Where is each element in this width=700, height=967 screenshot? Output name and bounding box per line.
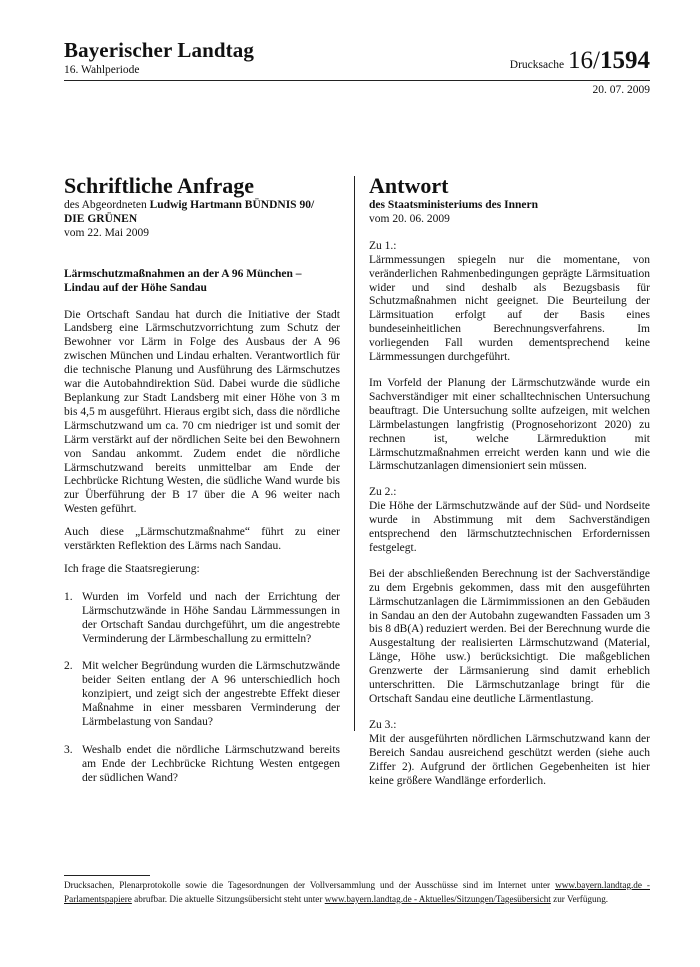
answer-ministry: des Staatsministeriums des Innern [369, 199, 539, 211]
answer-column [369, 174, 650, 800]
inquiry-party: DIE GRÜNEN [64, 212, 138, 225]
footer-text: Drucksachen, Plenarprotokolle sowie die Tagesordnungen der Vollversammlung und der Ausschüsse sind im Internet unter [64, 880, 556, 890]
drucksache-label: Drucksache [509, 59, 565, 71]
footer-rule [64, 875, 150, 876]
number-main: 1594 [600, 47, 650, 74]
question-item [64, 744, 340, 786]
answer-meta [369, 199, 650, 227]
column-divider [354, 176, 355, 731]
answer-section-label: Zu 3.: [369, 718, 397, 731]
answer-section-label: Zu 2.: [369, 486, 397, 499]
footer-text: zur Verfügung. [550, 893, 609, 904]
organization-name: Bayerischer Landtag [64, 38, 254, 62]
inquiry-date: vom 22. Mai 2009 [64, 226, 149, 239]
question-number: 3. [64, 744, 73, 756]
inquiry-by-prefix: des Abgeordneten [64, 199, 147, 211]
answer-date: vom 20. 06. 2009 [369, 212, 450, 225]
inquiry-paragraph: Auch diese „Lärmschutzmaßnahme“ führt zu einer verstärkten Reflektion des Lärms nach Sandau. [64, 526, 340, 553]
number-prefix: 16/ [568, 47, 600, 74]
inquiry-author: Ludwig Hartmann BÜNDNIS 90/ [149, 199, 315, 211]
answer-paragraph: Im Vorfeld der Planung der Lärmschutzwände wurde ein Sachverständiger mit einer schalltechnischen Untersuchung beauftragt. Die Untersuchung sollte aufzeigen, mit welchen Lärmbelastungen langfristig (Prognosehorizont 2020) zu rechnen ist, welche Lärmreduktion mit Lärmschutzmaßnahmen erreicht werden kann und wie die Lärmschutzanlagen dimensioniert sein müssen. [369, 376, 650, 473]
answer-paragraph: Mit der ausgeführten nördlichen Lärmschutzwand kann der Bereich Sandau ausreichend geschützt werden (siehe auch Ziffer 2). Aufgrund der örtlichen Gegebenheiten ist hier keine größere Wandlänge erforderlich. [369, 732, 650, 787]
footer-text: abrufbar. Die aktuelle Sitzungsübersicht steht unter [131, 893, 325, 904]
answer-paragraph: Die Höhe der Lärmschutzwände auf der Süd- und Nordseite wurde in Abstimmung mit dem Sachverständigen entsprechend den lärmschutztechnischen Erfordernissen festgelegt. [369, 500, 650, 554]
inquiry-paragraph: Ich frage die Staatsregierung: [64, 562, 200, 575]
question-number: 1. [64, 590, 73, 603]
answer-section-label: Zu 1.: [369, 239, 397, 252]
answer-heading: Antwort [369, 173, 449, 198]
inquiry-column [64, 174, 340, 795]
legislative-period: 16. Wahlperiode [64, 64, 140, 76]
question-item [64, 591, 340, 647]
inquiry-meta [64, 199, 340, 241]
header-rule [64, 80, 650, 81]
footer-link-daily-overview[interactable]: www.bayern.landtag.de - Aktuelles/Sitzungen/Tagesübersicht [324, 893, 551, 904]
inquiry-title: Lärmschutzmaßnahmen an der A 96 München – Lindau auf der Höhe Sandau [64, 267, 302, 294]
answer-paragraph: Lärmmessungen spiegeln nur die momentane, von veränderlichen Rahmenbedingungen geprägte Lärmsituation wider und sind deshalb als Bezugsbasis für Schutzmaßnahmen nicht geeignet. Die Beurteilung der Lärmsituation erfolgt auf der Basis eines bundeseinheitlichen Berechnungsverfahrens. Im vorliegenden Fall wurden dementsprechend keine Lärmmessungen durchgeführt. [369, 253, 650, 364]
inquiry-paragraph: Die Ortschaft Sandau hat durch die Initiative der Stadt Landsberg eine Lärmschutzvorrichtung zum Schutz der Bewohner vor Lärm in Folge des Ausbaus der A 96 zwischen München und Lindau erhalten. Verantwortlich für die technische Planung und Ausführung des Lärmschutzes war die Autobahndirektion Süd. Dabei wurde die südliche Beplankung zur Stadt Landsberg mit einer Höhe von 3 m bis 4,5 m ausgeführt. Hieraus ergibt sich, dass die nördliche Lärmschutzwand um ca. 70 cm niedriger ist und somit der Lärm verstärkt auf der nördlichen Seite bei den Bewohnern von Sandau ankommt. Zudem endet die nördliche Lärmschutzwand bereits unmittelbar am Ende der Lechbrücke Richtung Westen, die südliche Wand wurde bis zur Überführung der B 17 über die A 96 weiter nach Westen geführt. [64, 308, 340, 516]
printed-matter-number [510, 47, 650, 75]
document-header [64, 38, 650, 78]
answer-paragraph: Bei der abschließenden Berechnung ist der Sachverständige zu dem Ergebnis gekommen, dass mit den ausgeführten Lärmschutzanlagen die Lärmimmissionen an den Gebäuden in Sandau an den der Autobahn zugewandten Fassaden um 3 bis 8 dB(A) reduziert werden. Bei der Berechnung wurde die Ausgestaltung der realisierten Lärmschutzwand (Material, Länge, Höhe usw.) berücksichtigt. Die maßgeblichen Grenzwerte der Lärmsanierung sind damit erheblich unterschritten. Die Lärmschutzanlage bringt für die Ortschaft Sandau eine deutliche Lärmentlastung. [369, 567, 651, 705]
question-item [64, 660, 340, 730]
inquiry-heading: Schriftliche Anfrage [64, 173, 255, 198]
publication-date: 20. 07. 2009 [592, 84, 650, 96]
question-text: Wurden im Vorfeld und nach der Errichtung der Lärmschutzwände in Höhe Sandau Lärmmessungen in der Ortschaft Sandau durchgeführt, um die angestrebte Verminderung der Lärmbeschallung zu ermitteln? [82, 590, 340, 645]
question-text: Weshalb endet die nördliche Lärmschutzwand bereits am Ende der Lechbrücke Richtung Westen entgegen der südlichen Wand? [82, 744, 340, 784]
footer-link-parliament-papers[interactable]: www.bayern.landtag.de - Parlamentspapiere [64, 880, 650, 904]
question-text: Mit welcher Begründung wurden die Lärmschutzwände beider Seiten entlang der A 96 unterschiedlich hoch konzipiert, und zeigt sich der angestrebte Effekt dieser Maßnahme in einer messbaren Verminderung der Lärmbelastung von Sandau? [82, 660, 340, 729]
footer-note [64, 879, 650, 906]
question-number: 2. [64, 660, 73, 673]
